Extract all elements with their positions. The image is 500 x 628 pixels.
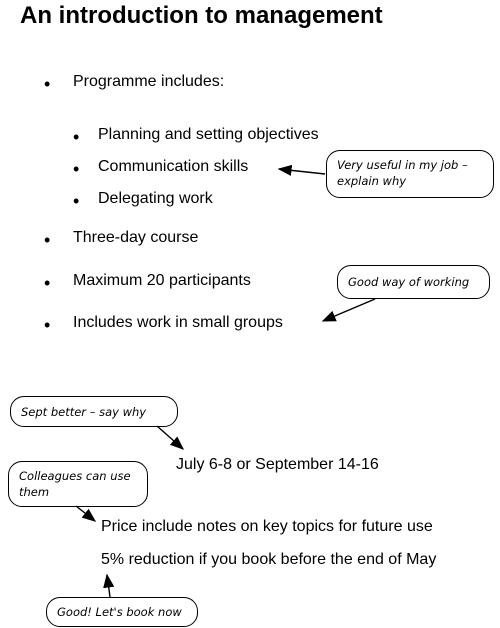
bullet-three-day: Three-day course xyxy=(73,229,199,246)
note-text: Good way of working xyxy=(348,275,470,289)
arrow-to-groups xyxy=(323,299,375,321)
bullet-maximum: Maximum 20 participants xyxy=(73,272,251,289)
price-line: Price include notes on key topics for future use xyxy=(101,518,433,535)
arrow-to-reduction xyxy=(107,575,110,597)
bullet-dot: • xyxy=(73,159,80,179)
bullet-dot: • xyxy=(44,273,51,293)
note-text: them xyxy=(19,485,50,499)
bullet-communication: Communication skills xyxy=(98,158,249,175)
bullet-dot: • xyxy=(44,315,51,335)
bullet-dot: • xyxy=(44,230,51,250)
note-text: explain why xyxy=(337,174,407,188)
bullet-dot: • xyxy=(44,74,51,94)
note-text: Good! Let's book now xyxy=(57,605,182,619)
page-title: An introduction to management xyxy=(20,2,383,29)
bullet-groups: Includes work in small groups xyxy=(73,314,283,331)
note-text: Sept better – say why xyxy=(21,405,147,419)
bullet-delegating: Delegating work xyxy=(98,190,213,207)
bullet-programme: Programme includes: xyxy=(73,73,225,90)
reduction-line: 5% reduction if you book before the end of May xyxy=(101,551,437,568)
arrow-to-price xyxy=(76,506,95,521)
arrow-to-dates xyxy=(157,426,183,449)
bullet-dot: • xyxy=(73,191,80,211)
note-text: Very useful in my job – xyxy=(337,158,468,172)
bullet-planning: Planning and setting objectives xyxy=(98,126,319,143)
bullet-dot: • xyxy=(73,127,80,147)
dates-line: July 6-8 or September 14-16 xyxy=(176,456,379,473)
note-text: Colleagues can use xyxy=(19,469,131,483)
arrow-to-communication xyxy=(279,169,325,174)
